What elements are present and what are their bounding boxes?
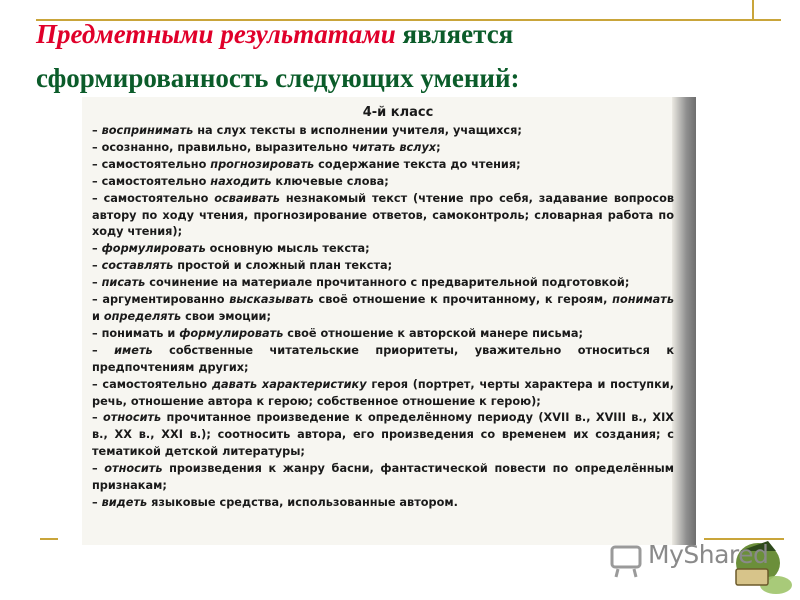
skill-text: – <box>92 462 105 476</box>
skill-item <box>92 410 674 461</box>
skill-text: прочитанное произведение к определённому периоду (XVII в., XVIII в., XIX в., XX в., XXI в.); соотносить автора, его произведения со временем их создания; с тематикой детской литературы; <box>92 411 674 459</box>
skill-text: – <box>92 124 102 137</box>
skill-text: – <box>92 276 102 290</box>
skill-verb: видеть <box>101 495 148 509</box>
skill-verb: высказывать <box>229 293 314 307</box>
skill-verb: находить <box>210 174 272 188</box>
skill-text: незнакомый текст (чтение про себя, задавание вопросов автору по ходу чтения, прогнозирование ответов, самоконтроль; словарная работа по ходу чтения); <box>92 191 674 239</box>
skill-text: – <box>92 242 102 256</box>
skill-verb: давать характеристику <box>211 377 367 391</box>
skill-item <box>92 326 674 343</box>
skill-verb: осваивать <box>214 191 280 205</box>
skill-item <box>92 174 674 191</box>
skill-text: своё отношение к авторской манере письма; <box>283 326 584 340</box>
skill-item <box>92 241 674 258</box>
skill-text: произведения к жанру басни, фантастической повести по определённым признакам; <box>92 462 674 493</box>
bottom-rule-left <box>40 538 58 540</box>
skill-text: – <box>92 343 115 357</box>
skill-verb: составлять <box>101 259 174 273</box>
skill-item <box>92 123 674 140</box>
skill-text: – самостоятельно <box>92 174 211 188</box>
skill-text: свои эмоции; <box>181 309 271 323</box>
skill-item <box>92 191 674 242</box>
page-spine-shadow <box>672 97 696 545</box>
skill-item <box>92 461 674 495</box>
title-rest: является сформированность следующих умений: <box>36 19 520 93</box>
skill-text: на слух тексты в исполнении учителя, учащихся; <box>193 124 522 137</box>
skill-text: – самостоятельно <box>92 191 215 205</box>
skill-text: – самостоятельно <box>92 377 212 391</box>
skill-text: языковые средства, использованные автором. <box>147 495 458 509</box>
skill-text: ключевые слова; <box>271 174 389 188</box>
skill-verb: прогнозировать <box>210 157 315 171</box>
skill-text: сочинение на материале прочитанного с предварительной подготовкой; <box>145 276 630 290</box>
skill-verb: относить <box>104 462 163 476</box>
skill-verb: иметь <box>114 343 153 357</box>
skill-verb: определять <box>103 309 182 323</box>
skill-text: собственные читательские приоритеты, уважительно относиться к предпочтениям других; <box>92 343 674 374</box>
skill-text: – понимать и <box>92 326 180 340</box>
skill-item <box>92 275 674 292</box>
skill-item <box>92 157 674 174</box>
skill-text: – аргументированно <box>92 293 230 307</box>
skills-list <box>92 123 674 512</box>
skill-verb: относить <box>103 411 162 425</box>
skill-text: ; <box>436 140 441 154</box>
skill-text: героя (портрет, черты характера и поступки, речь, отношение автора к герою; собственное отношение к герою); <box>92 377 674 408</box>
grade-heading: 4-й класс <box>362 105 434 120</box>
skill-text: – <box>92 411 104 425</box>
skill-item <box>92 377 674 411</box>
right-rule <box>752 0 754 20</box>
title-accent: Предметными результатами <box>36 19 396 49</box>
skill-item <box>92 258 674 275</box>
skill-verb: формулировать <box>179 326 284 340</box>
skill-text: – <box>92 259 102 273</box>
skill-text: – самостоятельно <box>92 157 211 171</box>
skill-item <box>92 343 674 377</box>
skill-text: основную мысль текста; <box>205 242 370 256</box>
skill-text: – <box>92 495 102 509</box>
skill-item <box>92 292 674 326</box>
skill-text: и <box>92 309 104 323</box>
skill-verb: понимать <box>612 293 674 307</box>
skill-verb: читать вслух <box>351 140 437 154</box>
skill-text: содержание текста до чтения; <box>314 157 521 171</box>
skill-text: своё отношение к прочитанному, к героям, <box>313 293 613 307</box>
skill-text: – осознанно, правильно, выразительно <box>92 140 352 154</box>
skill-item <box>92 495 674 512</box>
skill-verb: писать <box>101 276 146 290</box>
skill-item <box>92 140 674 157</box>
skill-verb: воспринимать <box>101 124 194 137</box>
skill-text: простой и сложный план текста; <box>173 259 393 273</box>
tv-icon <box>612 547 640 577</box>
scanned-text <box>92 103 674 512</box>
myshared-wordmark: MyShared <box>648 540 769 569</box>
skill-verb: формулировать <box>101 242 206 256</box>
slide-title <box>36 12 736 100</box>
